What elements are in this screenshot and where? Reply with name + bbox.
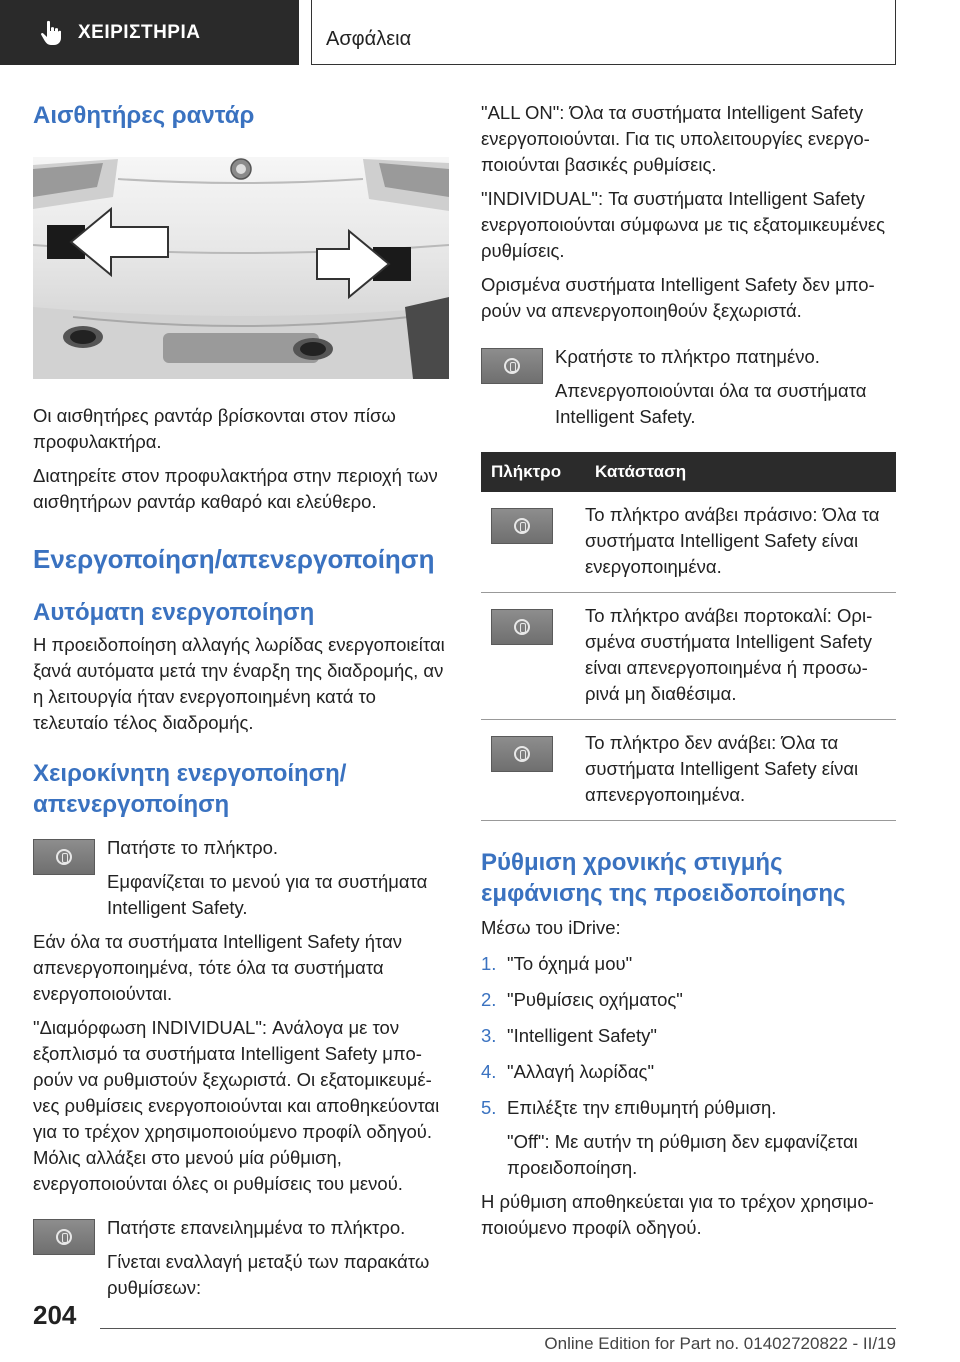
intelligent-safety-button-icon: [481, 348, 543, 384]
table-cell-state: Το πλήκτρο ανάβει πορτοκαλί: Ορισμένα συστήματα Intelligent Safety είναι απενεργοποιημένα ή προσωρινά μη διαθέσιμα.: [585, 593, 896, 720]
intelligent-safety-button-icon: [33, 839, 95, 875]
left-column: [33, 100, 449, 1301]
table-row: [481, 492, 896, 593]
list-item: 5. Επιλέξτε την επιθυμητή ρύθμιση.: [481, 1097, 777, 1119]
chapter-header: [311, 0, 896, 65]
radar-clean-text: Διατηρείτε στον προφυλακτήρα στην περιοχή των αισθητήρων ραντάρ καθαρό και ελεύθερο.: [33, 465, 438, 513]
button-off-icon: [491, 736, 553, 772]
hold-button-text: Κρατήστε το πλήκτρο πατημένο.: [555, 346, 820, 367]
button-green-icon: [491, 508, 553, 544]
radar-location-text: Οι αισθητήρες ραντάρ βρίσκονται στον πίσω προφυλακτήρα.: [33, 405, 396, 453]
table-row: [481, 720, 896, 821]
chapter-title: Ασφάλεια: [326, 28, 412, 50]
table-cell-state: Το πλήκτρο δεν ανάβει: Όλα τα συστήματα Intelligent Safety είναι απενεργοποιημένα.: [585, 720, 896, 821]
list-item: 1. "Το όχημά μου": [481, 953, 633, 975]
auto-activation-text: Η προειδοποίηση αλλαγής λωρίδας ενεργοποιείται ξανά αυτόματα μετά την έναρξη της διαδρομής, αν η λειτουργία ήταν ενεργοποιημένη κατά το τελευταίο τέλος διαδρομής.: [33, 634, 445, 734]
individual-text: "INDIVIDUAL": Τα συστήματα Intelligent Safety ενεργοποιούνται σύμφωνα με τις εξατομικευμένες ρυθμίσεις.: [481, 188, 886, 261]
car-rear-illustration: [33, 157, 449, 379]
all-on-text: "ALL ON": Όλα τα συστήματα Intelligent Safety ενεργοποιούνται. Για τις υπολειτουργίες ενεργοποιούνται βασικές ρυθμίσεις.: [481, 102, 870, 175]
table-cell-state: Το πλήκτρο ανάβει πράσινο: Όλα τα συστήματα Intelligent Safety είναι ενεργοποιημένα.: [585, 492, 896, 593]
hold-button-block: [481, 344, 896, 430]
page-number: 204: [33, 1300, 77, 1330]
menu-shown-text-a: [33, 869, 449, 921]
timing-title: Ρύθμιση χρονικής στιγμής εμφάνισης της προειδοποίησης: [481, 849, 846, 908]
table-header-state: Κατάσταση: [585, 452, 896, 492]
press-button-block: [33, 835, 449, 921]
manual-activation-title: Χειροκίνητη ενεργοποίηση/απενεργοποίηση: [33, 760, 347, 819]
radar-sensors-title: Αισθητήρες ραντάρ: [33, 102, 255, 129]
saved-note-text: Η ρύθμιση αποθηκεύεται για το τρέχον χρησιμοποιούμενο προφίλ οδηγού.: [481, 1191, 874, 1239]
list-item: 3. "Intelligent Safety": [481, 1025, 657, 1047]
auto-activation-title: Αυτόματη ενεργοποίηση: [33, 598, 315, 626]
all-off-text: Εάν όλα τα συστήματα Intelligent Safety ήταν απενεργοποιημένα, τότε όλα τα συστήματα ενεργοποιούνται.: [33, 930, 403, 1004]
list-item: 4. "Αλλαγή λωρίδας": [481, 1061, 655, 1083]
list-item: 2. "Ρυθμίσεις οχήματος": [481, 989, 683, 1011]
press-repeat-text: Πατήστε επανειλημμένα το πλήκτρο.: [107, 1216, 406, 1238]
hand-pointer-icon: [40, 20, 62, 46]
intelligent-safety-button-icon: [33, 1219, 95, 1255]
press-button-text: Πατήστε το πλήκτρο.: [107, 836, 279, 858]
individual-config-text: "Διαμόρφωση INDIVIDUAL": Ανάλογα με τον εξοπλισμό τα συστήματα Intelligent Safety μπορούν να ρυθμιστούν ξεχωριστά. Οι εξατομικευμένες ρυθμίσεις ενεργοποιούνται και αποθηκεύονται για το τρέχον χρησιμοποιούμενο προφίλ οδηγού. Μόλις αλλάξει στο μενού μία ρύθμιση, ενεργοποιούνται όλες οι ρυθμίσεις του μενού.: [33, 1016, 440, 1194]
button-orange-icon: [491, 609, 553, 645]
switch-settings-text: Γίνεται εναλλαγή μεταξύ των παρακάτω ρυθμίσεων:: [107, 1250, 430, 1298]
via-idrive-text: Μέσω του iDrive:: [481, 917, 621, 939]
table-row: [481, 593, 896, 720]
right-column: [481, 100, 896, 1241]
edition-text: Online Edition for Part no. 01402720822 - II/19: [544, 1334, 896, 1353]
off-note-text: "Off": Με αυτήν τη ρύθμιση δεν εμφανίζεται προειδοποίηση.: [507, 1131, 858, 1179]
manual-label: ΧΕΙΡΙΣΤΗΡΙΑ: [78, 21, 201, 43]
press-repeat-block: [33, 1215, 449, 1301]
all-deactivated-text: Απενεργοποιούνται όλα τα συστήματα Intelligent Safety.: [555, 380, 867, 427]
menu-shown-text: Εμφανίζεται το μενού για τα συστήματα Intelligent Safety.: [107, 870, 428, 918]
table-header-key: Πλήκτρο: [481, 452, 585, 492]
some-cannot-text: Ορισμένα συστήματα Intelligent Safety δεν μπορούν να απενεργοποιηθούν ξεχωριστά.: [481, 274, 875, 321]
rear-bumper-photo: [33, 157, 449, 379]
section-title: Ενεργοποίηση/απενεργοποίηση: [33, 544, 435, 575]
footer-divider: [100, 1328, 896, 1329]
header-manual-tab[interactable]: [0, 0, 299, 65]
idrive-steps: [481, 951, 896, 1121]
button-status-table: [481, 452, 896, 821]
